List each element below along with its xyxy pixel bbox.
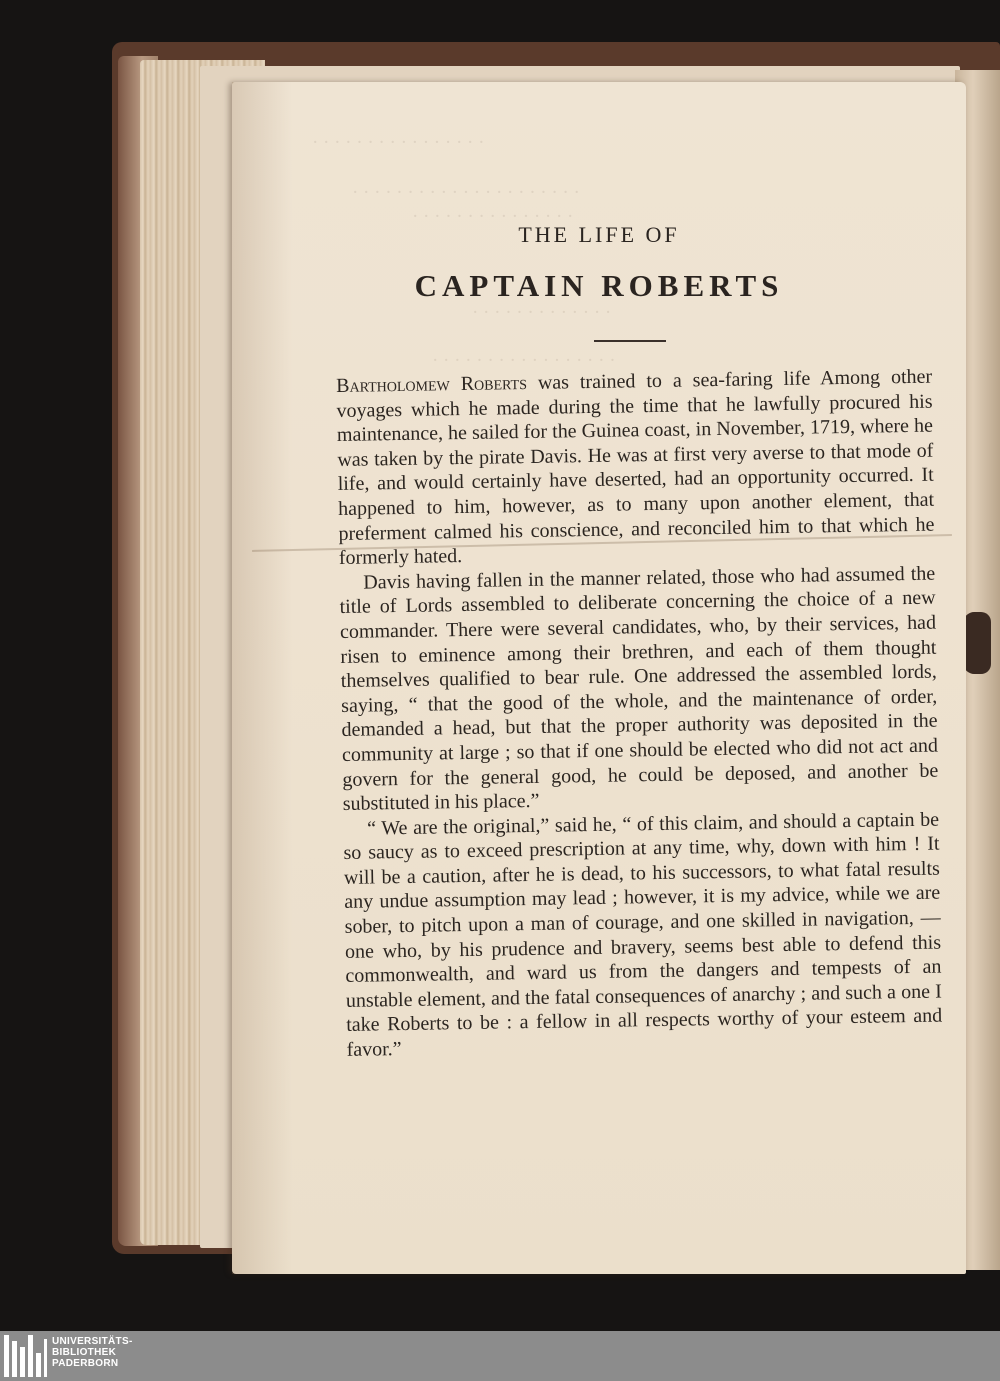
gutter-shadow — [232, 82, 292, 1274]
body-text — [336, 365, 943, 1063]
logo-line-3: PADERBORN — [52, 1358, 119, 1369]
book-page — [232, 82, 966, 1274]
logo-line-2: BIBLIOTHEK — [52, 1347, 117, 1358]
paragraph-1-lead: Bartholomew Roberts — [336, 372, 528, 397]
logo-line-1: UNIVERSITÄTS- — [52, 1336, 133, 1347]
title-line-1: THE LIFE OF — [518, 222, 680, 247]
paragraph-2: Davis having fallen in the manner related, those who had assumed the title of Lords assembled to deliberate concerning the choice of a new commander. There were several candidates, who, by their services, had risen to eminence among their brethren, and each of them thought themselves qualified to bear rule. One addressed the assembled lords, saying, “ that the good of the whole, and the maintenance of order, demanded a head, but that the proper authority was deposited in the community at large ; so that if one should be elected who did not act and govern for the general good, he could be deposed, and another be substituted in his place.” — [339, 562, 939, 816]
library-footer — [0, 1331, 1000, 1381]
paragraph-3: “ We are the original,” said he, “ of this claim, and should a captain be so saucy as to exceed prescription at any time, why, down with him ! It will be a caution, after he is dead, to his successors, to what fatal results any undue assumption may lead ; however, it is my advice, while we are sober, to pitch upon a man of courage, and one skilled in navigation, —one who, by his prudence and bravery, seems best able to defend this commonwealth, and ward us from the dangers and tempests of an unstable element, and the fatal consequences of anarchy ; and such a one I take Roberts to be : a fellow in all respects worthy of your esteem and favor.” — [343, 808, 943, 1061]
title-line-2: CAPTAIN ROBERTS — [414, 268, 784, 303]
show-through-text: · · · · · · · · · · · · · · · · · · · · · · · · · · · · · · · · · · · · · · · · · · · · · · · · · · · · · · · · · · · · · · · · · · · · · · · · · · · · · · · · · · — [312, 132, 616, 371]
title-divider — [594, 340, 666, 342]
library-logo-icon — [4, 1335, 48, 1377]
paragraph-1 — [336, 365, 935, 571]
paragraph-1-text: was trained to a sea-faring life Among other voyages which he made during the time that he lawfully procured his maintenance, he sailed for the Guinea coast, in November, 1719, where he was taken by the pirate Davis. He was at first very averse to that mode of life, and would certainly have deserted, had an opportunity occurred. It happened to him, however, as to many upon another element, that preferment calmed his conscience, and reconciled him to that which he formerly hated. — [336, 365, 935, 570]
library-logo-text — [52, 1336, 133, 1369]
